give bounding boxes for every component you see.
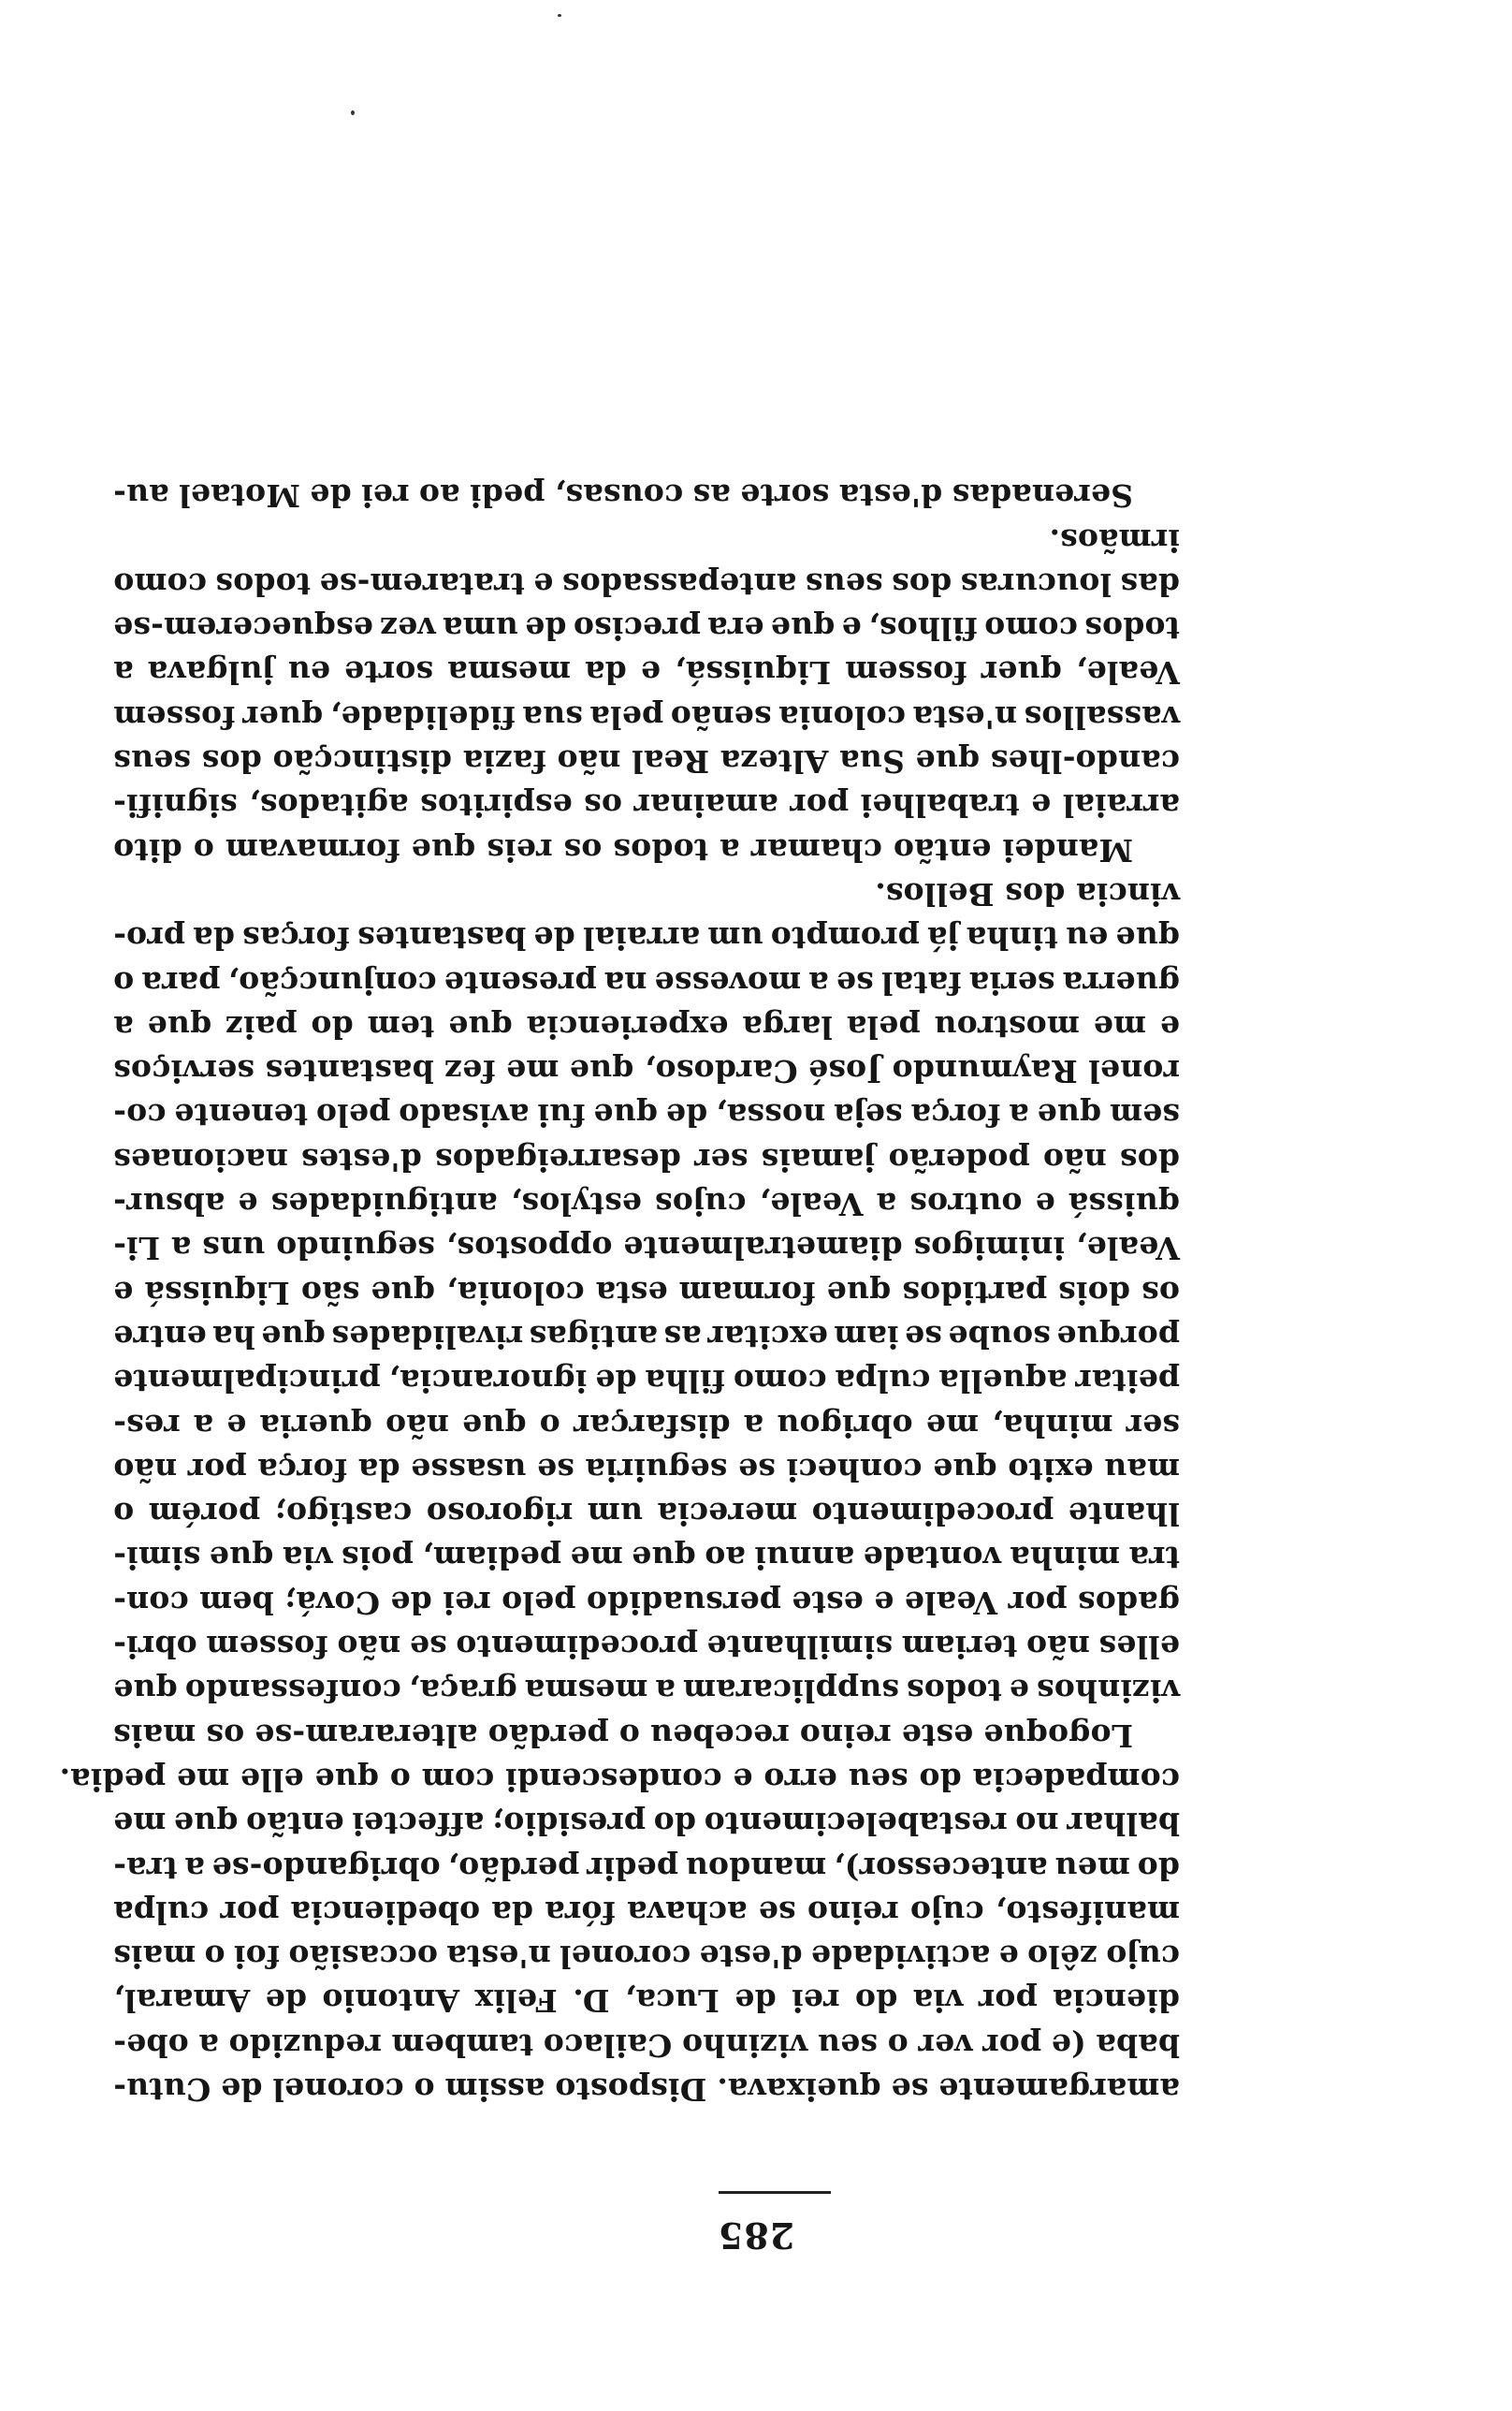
text-line: ser minha, me obrigou a disfarçar o que não queria e a res- (113, 1407, 1180, 1444)
text-line: manifesto, cujo reino se achava fóra da obediencia por culpa (113, 1893, 1180, 1931)
body-text (59, 474, 1180, 2111)
header-rule (719, 2191, 831, 2194)
text-line: e me mostrou pela larga experiencia que tem do paiz que a (113, 1008, 1180, 1045)
text-line: os dois partidos que formam esta colonia, que são Liquissá e (113, 1274, 1180, 1311)
ink-speck (351, 110, 355, 115)
text-line: sem que a força seja nossa, de que fui avisado pelo tenente co- (113, 1097, 1180, 1134)
text-line: diencia por via do rei de Luca, D. Felix Antonio de Amaral, (113, 1982, 1180, 2020)
text-line: guerra seria fatal se a movesse na presente conjuncção, para o (113, 964, 1180, 1001)
text-line: mau exito que conheci se seguiria se usasse da força por não (113, 1451, 1180, 1488)
text-line: gados por Veale e este persuadido pelo rei de Cová; bem con- (113, 1584, 1180, 1621)
text-line: Veale, quer fossem Liquissá, e da mesma sorte eu julgava a (113, 654, 1180, 692)
text-line: lhante procedimento merecia um rigoroso castigo; porém o (113, 1496, 1180, 1533)
text-line: Serenadas d'esta sorte as cousas, pedi ao rei de Motael au- (113, 477, 1133, 515)
text-line: dos não poderão jamais ser desarreigados d'estes nacionaes (113, 1141, 1180, 1178)
text-line: irmãos. (1049, 521, 1180, 559)
text-line: vizinhos e todos supplicaram a mesma graça, confessando que (113, 1673, 1180, 1710)
page-number: 285 (717, 2214, 795, 2257)
text-line: todos como filhos, e que era preciso de uma vez esquecerem-se (113, 610, 1180, 648)
text-line: vassallos n'esta colonia senão pela sua fidelidade, quer fossem (113, 698, 1180, 736)
text-line: do meu antecessor), mandou pedir perdão, obrigando-se a tra- (113, 1849, 1180, 1887)
text-line: cujo zêlo e actividade d'este coronel n'esta occasião foi o mais (113, 1938, 1180, 1976)
text-line: das loucuras dos seus antepassados e tratarem-se todos como (113, 565, 1180, 603)
text-line: amargamente se queixava. Disposto assim o coronel de Cutu- (113, 2071, 1180, 2108)
text-line: peitar aquella culpa como filha de ignorancia, principalmente (113, 1363, 1180, 1400)
text-line: balhar no restabelecimento do presidio; affectei então que me (113, 1805, 1180, 1843)
ink-speck (558, 14, 561, 17)
text-line: vincia dos Bellos. (875, 875, 1180, 913)
text-line: arraial e trabalhei por amainar os espiritos agitados, signifi- (113, 787, 1180, 825)
text-line: tra minha vontade annui ao que me pediam, pois via que simi- (113, 1540, 1180, 1577)
text-line: Logoque este reino recebeu o perdão alteraram-se os mais (113, 1717, 1133, 1754)
text-line: baba (e por ver o seu vizinho Cailaco tambem reduzido a obe- (113, 2026, 1180, 2064)
text-line: quissá e outros a Veale, cujos estylos, antiguidades e absur- (113, 1186, 1180, 1223)
text-line: que eu tinha já prompto um arraial de bastantes forças da pro- (113, 920, 1180, 957)
text-line: Mandei então chamar a todos os reis que formavam o dito (113, 831, 1133, 869)
text-line: cando-lhes que Sua Alteza Real não fazia distincção dos seus (113, 743, 1180, 781)
text-line: porque soube se iam excitar as antigas rivalidades que ha entre (113, 1318, 1180, 1355)
text-line: Veale, inimigos diametralmente oppostos, seguindo uns a Li- (113, 1230, 1180, 1267)
text-line: ronel Raymundo José Cardoso, que me fez bastantes serviços (113, 1053, 1180, 1090)
text-line: compadecia do seu erro e condescendi com o que elle me pedia. (59, 1761, 1180, 1798)
text-line: elles não teriam similhante procedimento se não fossem obri- (113, 1629, 1180, 1666)
